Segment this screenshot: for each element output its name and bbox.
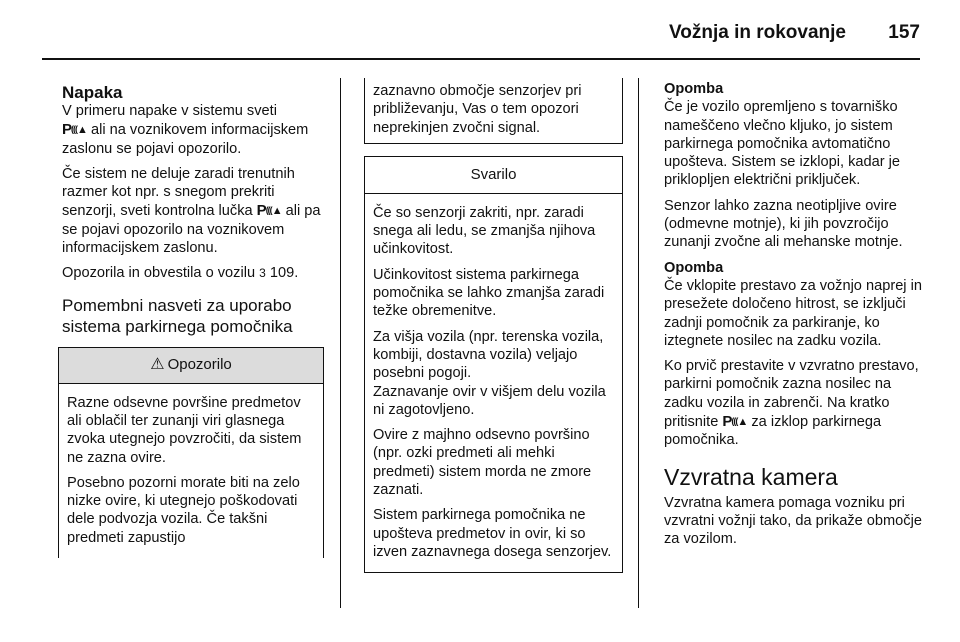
section-title: Vožnja in rokovanje (668, 22, 846, 43)
napaka-paragraph-3: Opozorila in obvestila o vozilu 3 109. (62, 265, 299, 282)
tips-heading: Pomembni nasveti za uporabo sistema parkirnega pomočnika (62, 295, 293, 336)
parking-assist-icon: P(((▲ (722, 413, 748, 431)
column-divider-2 (638, 78, 639, 608)
sensor-paragraph: Senzor lahko zazna neotipljive ovire (odmevne motnje), ki jih povzročijo zunanji zvočne ali mehanske motnje. (664, 197, 903, 251)
warning-box-body (59, 384, 323, 558)
warning-box (58, 347, 324, 558)
caution-paragraph-4: Ovire z majhno odsevno površino (npr. ozki predmeti ali mehki predmeti) sistem morda ne zmore zaznati. (373, 427, 592, 499)
note-2 (664, 259, 926, 350)
note-1 (664, 80, 926, 190)
caution-paragraph-5: Sistem parkirnega pomočnika ne upošteva predmetov in ovir, ki so izven zaznavnega dosega senzorjev. (373, 507, 612, 560)
column-2 (368, 78, 623, 573)
warning-continuation-text: zaznavno območje senzorjev pri približevanju, Vas o tem opozori neprekinjen zvočni signal. (373, 83, 582, 136)
caution-paragraph-2: Učinkovitost sistema parkirnega pomočnika se lahko zmanjša zaradi težke obremenitve. (373, 266, 605, 320)
note-2-text: Če vklopite prestavo za vožnjo naprej in presežete določeno hitrost, se izključi zadnji pomočnik za parkiranje, ko iztegnete nosilec na zadku vozila. (664, 277, 922, 349)
page-reference-arrow-icon: 3 (259, 266, 266, 281)
header-rule (42, 58, 920, 60)
parking-assist-icon: P(((▲ (256, 202, 282, 220)
napaka-paragraph-2: Če sistem ne deluje zaradi trenutnih razmer kot npr. s snegom prekriti senzorji, sveti kontrolna lučka P(((▲ ali pa se pojavi opozorilo na voznikovem informacijskem zaslonu. (62, 165, 321, 257)
warning-box-continuation (364, 78, 623, 144)
caution-paragraph-1: Če so senzorji zakriti, npr. zaradi snega ali ledu, se zmanjša njihova učinkovitost. (373, 204, 596, 258)
warning-triangle-icon: ⚠ (150, 356, 165, 374)
parking-assist-icon: P(((▲ (62, 121, 87, 139)
page-number: 157 (888, 22, 920, 43)
warning-box-header: ⚠ Opozorilo (59, 347, 323, 384)
caution-box (364, 156, 623, 573)
rear-camera-paragraph: Vzvratna kamera pomaga vozniku pri vzvratni vožnji tako, da prikaže območje za vozilom. (664, 494, 922, 548)
caution-box-header: Svarilo (365, 157, 622, 194)
caution-box-body (365, 194, 622, 572)
reverse-gear-paragraph: Ko prvič prestavite v vzvratno prestavo, parkirni pomočnik zazna nosilec na zadku vozila in zabrenči. Na kratko pritisnite P(((▲ za izklop parkirnega pomočnika. (664, 358, 919, 449)
column-1 (62, 80, 324, 558)
note-2-title: Opomba (664, 259, 724, 276)
warning-paragraph-1: Razne odsevne površine predmetov ali oblačil ter zunanji viri glasnega zvoka utegnejo povzročiti, da sistem ne zazna ovire. (67, 394, 302, 466)
column-divider-1 (340, 78, 341, 608)
note-1-title: Opomba (664, 81, 724, 97)
warning-paragraph-2: Posebno pozorni morate biti na zelo nizke ovire, ki utegnejo poškodovati dele podvozja vozila. Če takšni predmeti zapustijo (67, 474, 300, 546)
column-3 (664, 80, 926, 556)
napaka-heading: Napaka (62, 83, 123, 102)
rear-camera-heading: Vzvratna kamera (664, 463, 838, 490)
note-1-text: Če je vozilo opremljeno s tovarniško nameščeno vlečno kljuko, jo sistem parkirnega pomočnika avtomatično upošteva. Sistem se izklopi, kadar je priklopljen električni priključek. (664, 99, 901, 189)
page-header (0, 22, 960, 52)
caution-paragraph-3: Za višja vozila (npr. terenska vozila, kombiji, dostavna vozila) veljajo posebni pogoji. Zaznavanje ovir v višjem delu vozila ni zagotovljeno. (373, 328, 606, 418)
napaka-paragraph-1: V primeru napake v sistemu sveti P(((▲ ali na voznikovem informacijskem zaslonu se pojavi opozorilo. (62, 103, 309, 157)
